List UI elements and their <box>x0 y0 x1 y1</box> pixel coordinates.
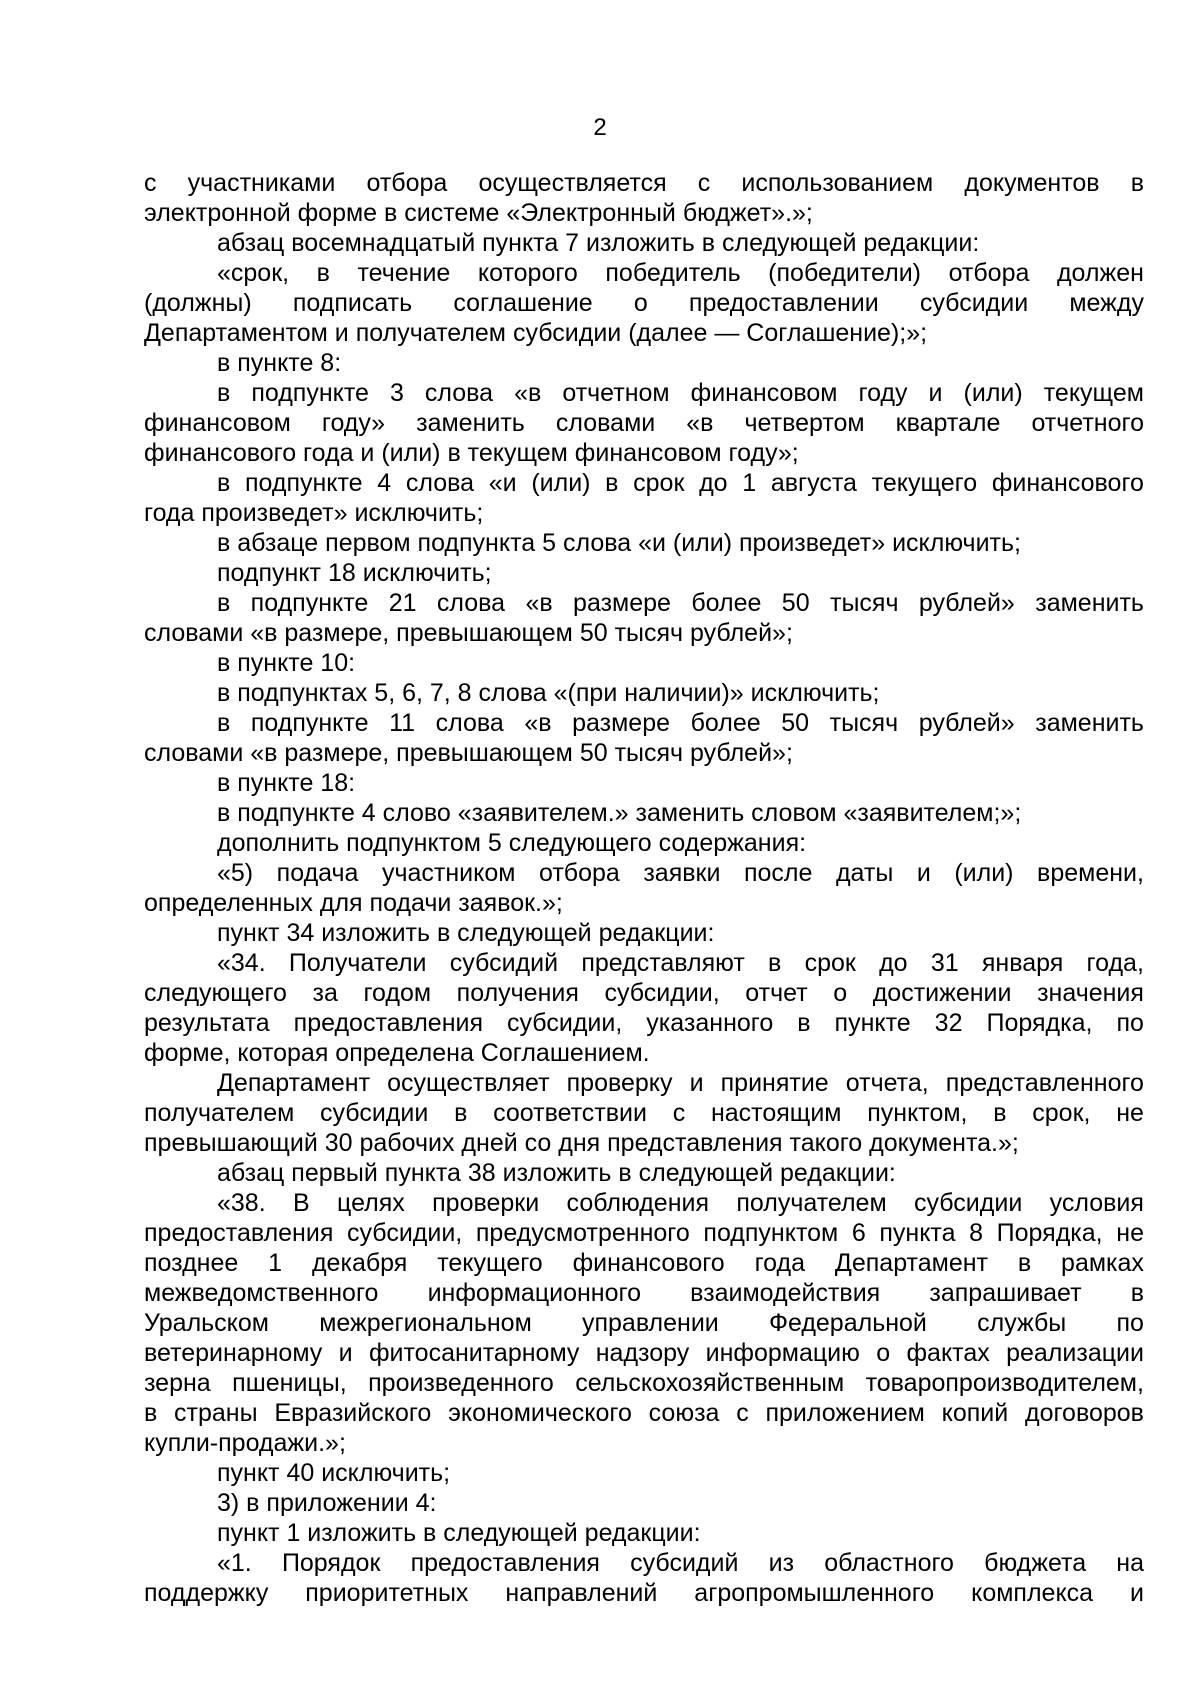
word: должен <box>1056 259 1144 287</box>
text-line: в пункте 18: <box>217 769 356 797</box>
word: срок <box>633 469 685 497</box>
text-line <box>144 258 1144 288</box>
word: годом <box>363 979 432 1007</box>
word: документов <box>964 169 1100 197</box>
text-line <box>144 588 1144 618</box>
word: и <box>689 1069 704 1097</box>
text-line: абзац восемнадцатый пункта 7 изложить в следующей редакции: <box>217 229 980 257</box>
word: в <box>797 1009 811 1037</box>
text-line: превышающий 30 рабочих дней со дня представления такого документа.»; <box>144 1129 1019 1157</box>
word: и <box>1130 1579 1144 1607</box>
word: соблюдения <box>566 1189 710 1217</box>
word: представляют <box>581 949 745 977</box>
word: Уральском <box>144 1309 269 1337</box>
text-line: словами «в размере, превышающем 50 тысяч рублей»; <box>144 619 793 647</box>
word: финансовом <box>144 409 291 437</box>
word: по <box>1116 1009 1144 1037</box>
text-line: в абзаце первом подпункта 5 слова «и (или) произведет» исключить; <box>217 529 1021 557</box>
word: заменить <box>1035 709 1144 737</box>
word: отчета, <box>845 1069 929 1097</box>
word: рублей» <box>918 589 1015 617</box>
text-line <box>144 1338 1144 1368</box>
word: 1 <box>268 1249 283 1277</box>
word: Порядка, <box>986 1009 1093 1037</box>
word: течение <box>357 259 451 287</box>
word: договоров <box>1025 1399 1144 1427</box>
word: августа <box>770 469 857 497</box>
word: приоритетных <box>305 1579 469 1607</box>
word: приложением <box>765 1399 925 1427</box>
word: комплекса <box>971 1579 1094 1607</box>
word: финансового <box>991 469 1144 497</box>
word: направлений <box>505 1579 658 1607</box>
word: пункте <box>834 1009 911 1037</box>
word: квартале <box>895 409 1001 437</box>
word: субсидии, <box>347 1219 463 1247</box>
word: в <box>217 709 231 737</box>
word: отбора <box>948 259 1030 287</box>
text-line: форме, которая определена Соглашением. <box>144 1039 650 1067</box>
text-line: подпункт 18 исключить; <box>217 559 492 587</box>
word: с <box>144 169 157 197</box>
word: субсидии <box>919 289 1029 317</box>
word: соглашение <box>453 289 593 317</box>
word: «1. <box>217 1549 252 1577</box>
word: финансовом <box>690 379 838 407</box>
word: межведомственного <box>144 1279 379 1307</box>
text-line: пункт 40 исключить; <box>217 1459 451 1487</box>
word: товаропроизводителем, <box>865 1369 1144 1397</box>
word: в <box>454 1099 468 1127</box>
word: принятие <box>720 1069 829 1097</box>
word: 6 <box>851 1219 866 1247</box>
word: Департамент <box>217 1069 371 1097</box>
word: «в <box>686 409 714 437</box>
text-line <box>144 948 1144 978</box>
word: предоставлении <box>688 289 879 317</box>
text-line <box>144 1578 1144 1608</box>
text-line: электронной форме в системе «Электронный бюджет».»; <box>144 199 813 227</box>
word: межрегиональном <box>319 1309 532 1337</box>
word: 1 <box>742 469 757 497</box>
word: до <box>879 949 908 977</box>
word: запрашивает <box>929 1279 1082 1307</box>
word: предоставления <box>410 1549 600 1577</box>
word: «34. <box>217 949 266 977</box>
page-number: 2 <box>593 114 607 141</box>
word: срок <box>804 949 856 977</box>
text-line <box>144 1098 1144 1128</box>
word: слова <box>435 709 504 737</box>
word: следующего <box>144 979 287 1007</box>
word: не <box>1116 1219 1144 1247</box>
word: даты <box>835 859 894 887</box>
word: субсидии <box>320 1099 429 1127</box>
word: в <box>1130 1279 1144 1307</box>
text-line <box>144 408 1144 438</box>
word: пшеницы, <box>232 1369 347 1397</box>
word: заявки <box>643 859 721 887</box>
word: году» <box>321 409 386 437</box>
word: подписать <box>292 289 413 317</box>
word: слова <box>436 589 506 617</box>
word: (или) <box>954 859 1014 887</box>
text-line <box>144 1308 1144 1338</box>
text-line <box>144 1248 1144 1278</box>
word: подпункте <box>251 379 369 407</box>
text-line: словами «в размере, превышающем 50 тысяч рублей»; <box>144 739 793 767</box>
word: за <box>312 979 338 1007</box>
word: «в <box>525 589 553 617</box>
word: Федеральной <box>768 1309 927 1337</box>
text-line: Департаментом и получателем субсидии (далее — Соглашение);»; <box>144 319 928 347</box>
word: в <box>217 589 231 617</box>
text-line: 3) в приложении 4: <box>217 1489 437 1517</box>
word: срок, <box>1032 1099 1091 1127</box>
word: Порядка, <box>996 1219 1103 1247</box>
text-line <box>144 468 1144 498</box>
text-line: финансового года и (или) в текущем финансовом году»; <box>144 439 799 467</box>
text-line <box>144 378 1144 408</box>
word: подпунктом <box>703 1219 839 1247</box>
word: отбора <box>366 169 448 197</box>
word: о <box>633 289 648 317</box>
word: результата <box>144 1009 270 1037</box>
text-line <box>144 1548 1144 1578</box>
word: Департамент <box>834 1249 988 1277</box>
word: (или) <box>963 379 1023 407</box>
word: рублей» <box>918 709 1015 737</box>
word: размере <box>572 709 671 737</box>
word: 31 <box>930 949 959 977</box>
word: осуществляется <box>478 169 667 197</box>
word: управлении <box>581 1309 719 1337</box>
text-line: пункт 1 изложить в следующей редакции: <box>217 1519 701 1547</box>
word: в <box>144 1399 158 1427</box>
word: условия <box>1049 1189 1144 1217</box>
word: с <box>672 1099 686 1127</box>
word: года <box>754 1249 806 1277</box>
word: в <box>768 949 782 977</box>
word: о <box>876 1339 891 1367</box>
word: «и <box>488 469 517 497</box>
word: поддержку <box>144 1579 269 1607</box>
word: января <box>981 949 1064 977</box>
word: тысяч <box>830 589 899 617</box>
word: отбора <box>538 859 620 887</box>
word: предусмотренного <box>475 1219 690 1247</box>
text-line <box>144 1068 1144 1098</box>
word: реализации <box>1006 1339 1144 1367</box>
text-line: дополнить подпунктом 5 следующего содержания: <box>217 829 807 857</box>
word: победитель <box>605 259 741 287</box>
word: рамках <box>1061 1249 1144 1277</box>
word: Евразийского <box>274 1399 432 1427</box>
word: бюджета <box>984 1549 1087 1577</box>
word: копий <box>941 1399 1009 1427</box>
word: текущего <box>437 1249 543 1277</box>
word: взаимодействия <box>690 1279 881 1307</box>
word: из <box>768 1549 795 1577</box>
word: субсидий <box>449 949 559 977</box>
word: значения <box>1037 979 1144 1007</box>
word: субсидии <box>913 1189 1023 1217</box>
text-line <box>144 708 1144 738</box>
word: в <box>1017 1249 1032 1277</box>
word: с <box>736 1399 749 1427</box>
word: словами <box>555 409 656 437</box>
word: в <box>217 379 231 407</box>
word: субсидии, <box>507 1009 623 1037</box>
document-body <box>144 168 1144 1608</box>
word: и <box>916 859 931 887</box>
word: проверки <box>432 1189 540 1217</box>
word: «38. <box>217 1189 266 1217</box>
word: областного <box>824 1549 954 1577</box>
word: фитосанитарному <box>368 1339 580 1367</box>
word: в <box>1130 169 1144 197</box>
word: ветеринарному <box>144 1339 323 1367</box>
text-line <box>144 858 1144 888</box>
word: отчетного <box>1031 409 1144 437</box>
word: в <box>217 469 231 497</box>
word: в <box>993 1099 1007 1127</box>
word: представленного <box>945 1069 1144 1097</box>
text-line: в подпункте 4 слово «заявителем.» заменить словом «заявителем;»; <box>217 799 1022 827</box>
word: отчетном <box>562 379 670 407</box>
word: на <box>1116 1549 1144 1577</box>
word: подпункте <box>250 709 369 737</box>
word: 50 <box>781 709 810 737</box>
word: «в <box>524 709 552 737</box>
word: Получатели <box>288 949 427 977</box>
word: произведенного <box>368 1369 554 1397</box>
word: службы <box>977 1309 1067 1337</box>
word: экономического <box>448 1399 632 1427</box>
word: В <box>293 1189 310 1217</box>
word: более <box>690 709 761 737</box>
word: 4 <box>377 469 392 497</box>
word: пунктом, <box>867 1099 968 1127</box>
word: «срок, <box>217 259 290 287</box>
text-line <box>144 1368 1144 1398</box>
word: целях <box>337 1189 405 1217</box>
word: субсидий <box>630 1549 739 1577</box>
word: субсидии, <box>604 979 720 1007</box>
word: союза <box>648 1399 720 1427</box>
word: агропромышленного <box>694 1579 935 1607</box>
word: финансового <box>572 1249 725 1277</box>
word: указанного <box>646 1009 774 1037</box>
word: которого <box>477 259 578 287</box>
word: получателем <box>736 1189 887 1217</box>
word: четвертом <box>744 409 865 437</box>
word: размере <box>573 589 671 617</box>
word: фактах <box>906 1339 990 1367</box>
word: сельскохозяйственным <box>575 1369 845 1397</box>
word: участником <box>381 859 516 887</box>
text-line: определенных для подачи заявок.»; <box>144 889 563 917</box>
word: в <box>316 259 330 287</box>
word: с <box>697 169 711 197</box>
word: отчет <box>745 979 808 1007</box>
word: (победители) <box>768 259 922 287</box>
word: зерна <box>144 1369 211 1397</box>
word: о <box>833 979 848 1007</box>
word: времени, <box>1037 859 1144 887</box>
word: и <box>928 379 943 407</box>
word: 3 <box>389 379 404 407</box>
word: проверку <box>566 1069 673 1097</box>
word: текущего <box>871 469 978 497</box>
text-line <box>144 1218 1144 1248</box>
word: информацию <box>705 1339 860 1367</box>
word: информационного <box>427 1279 641 1307</box>
word: после <box>743 859 813 887</box>
word: между <box>1069 289 1144 317</box>
word: до <box>699 469 728 497</box>
word: (или) <box>531 469 591 497</box>
word: осуществляет <box>387 1069 550 1097</box>
word: слова <box>424 379 494 407</box>
word: предоставления <box>144 1219 334 1247</box>
word: более <box>691 589 762 617</box>
word: и <box>338 1339 353 1367</box>
text-line <box>144 168 1144 198</box>
text-line <box>144 1188 1144 1218</box>
word: подача <box>276 859 359 887</box>
word: году <box>858 379 908 407</box>
word: заменить <box>1035 589 1144 617</box>
word: настоящим <box>710 1099 842 1127</box>
text-line: абзац первый пункта 38 изложить в следующей редакции: <box>217 1159 896 1187</box>
text-line: купли-продажи.»; <box>144 1429 346 1457</box>
word: в <box>605 469 619 497</box>
word: подпункте <box>244 469 363 497</box>
text-line <box>144 1008 1144 1038</box>
word: участниками <box>187 169 336 197</box>
word: текущем <box>1043 379 1144 407</box>
word: надзору <box>595 1339 690 1367</box>
word: достижении <box>872 979 1012 1007</box>
word: 11 <box>389 709 416 737</box>
word: не <box>1116 1099 1144 1127</box>
word: позднее <box>144 1249 239 1277</box>
word: предоставления <box>293 1009 484 1037</box>
text-line <box>144 1278 1144 1308</box>
word: получения <box>456 979 579 1007</box>
text-line <box>144 1398 1144 1428</box>
word: получателем <box>144 1099 295 1127</box>
word: декабря <box>311 1249 408 1277</box>
word: слова <box>405 469 475 497</box>
word: 50 <box>781 589 810 617</box>
text-line: в подпунктах 5, 6, 7, 8 слова «(при наличии)» исключить; <box>217 679 880 707</box>
word: пункта <box>879 1219 956 1247</box>
word: заменить <box>416 409 525 437</box>
word: «в <box>514 379 542 407</box>
word: 21 <box>388 589 417 617</box>
word: соответствии <box>493 1099 647 1127</box>
word: (должны) <box>144 289 252 317</box>
word: 32 <box>934 1009 963 1037</box>
text-line: в пункте 10: <box>217 649 356 677</box>
word: года, <box>1086 949 1144 977</box>
word: по <box>1116 1309 1144 1337</box>
text-line: года произведет» исключить; <box>144 499 484 527</box>
text-line <box>144 288 1144 318</box>
word: «5) <box>217 859 254 887</box>
text-line <box>144 978 1144 1008</box>
word: тысяч <box>829 709 899 737</box>
text-line: пункт 34 изложить в следующей редакции: <box>217 919 715 947</box>
word: 8 <box>969 1219 984 1247</box>
word: подпункте <box>250 589 369 617</box>
word: страны <box>174 1399 258 1427</box>
text-line: в пункте 8: <box>217 349 342 377</box>
word: Порядок <box>281 1549 381 1577</box>
word: использованием <box>741 169 934 197</box>
